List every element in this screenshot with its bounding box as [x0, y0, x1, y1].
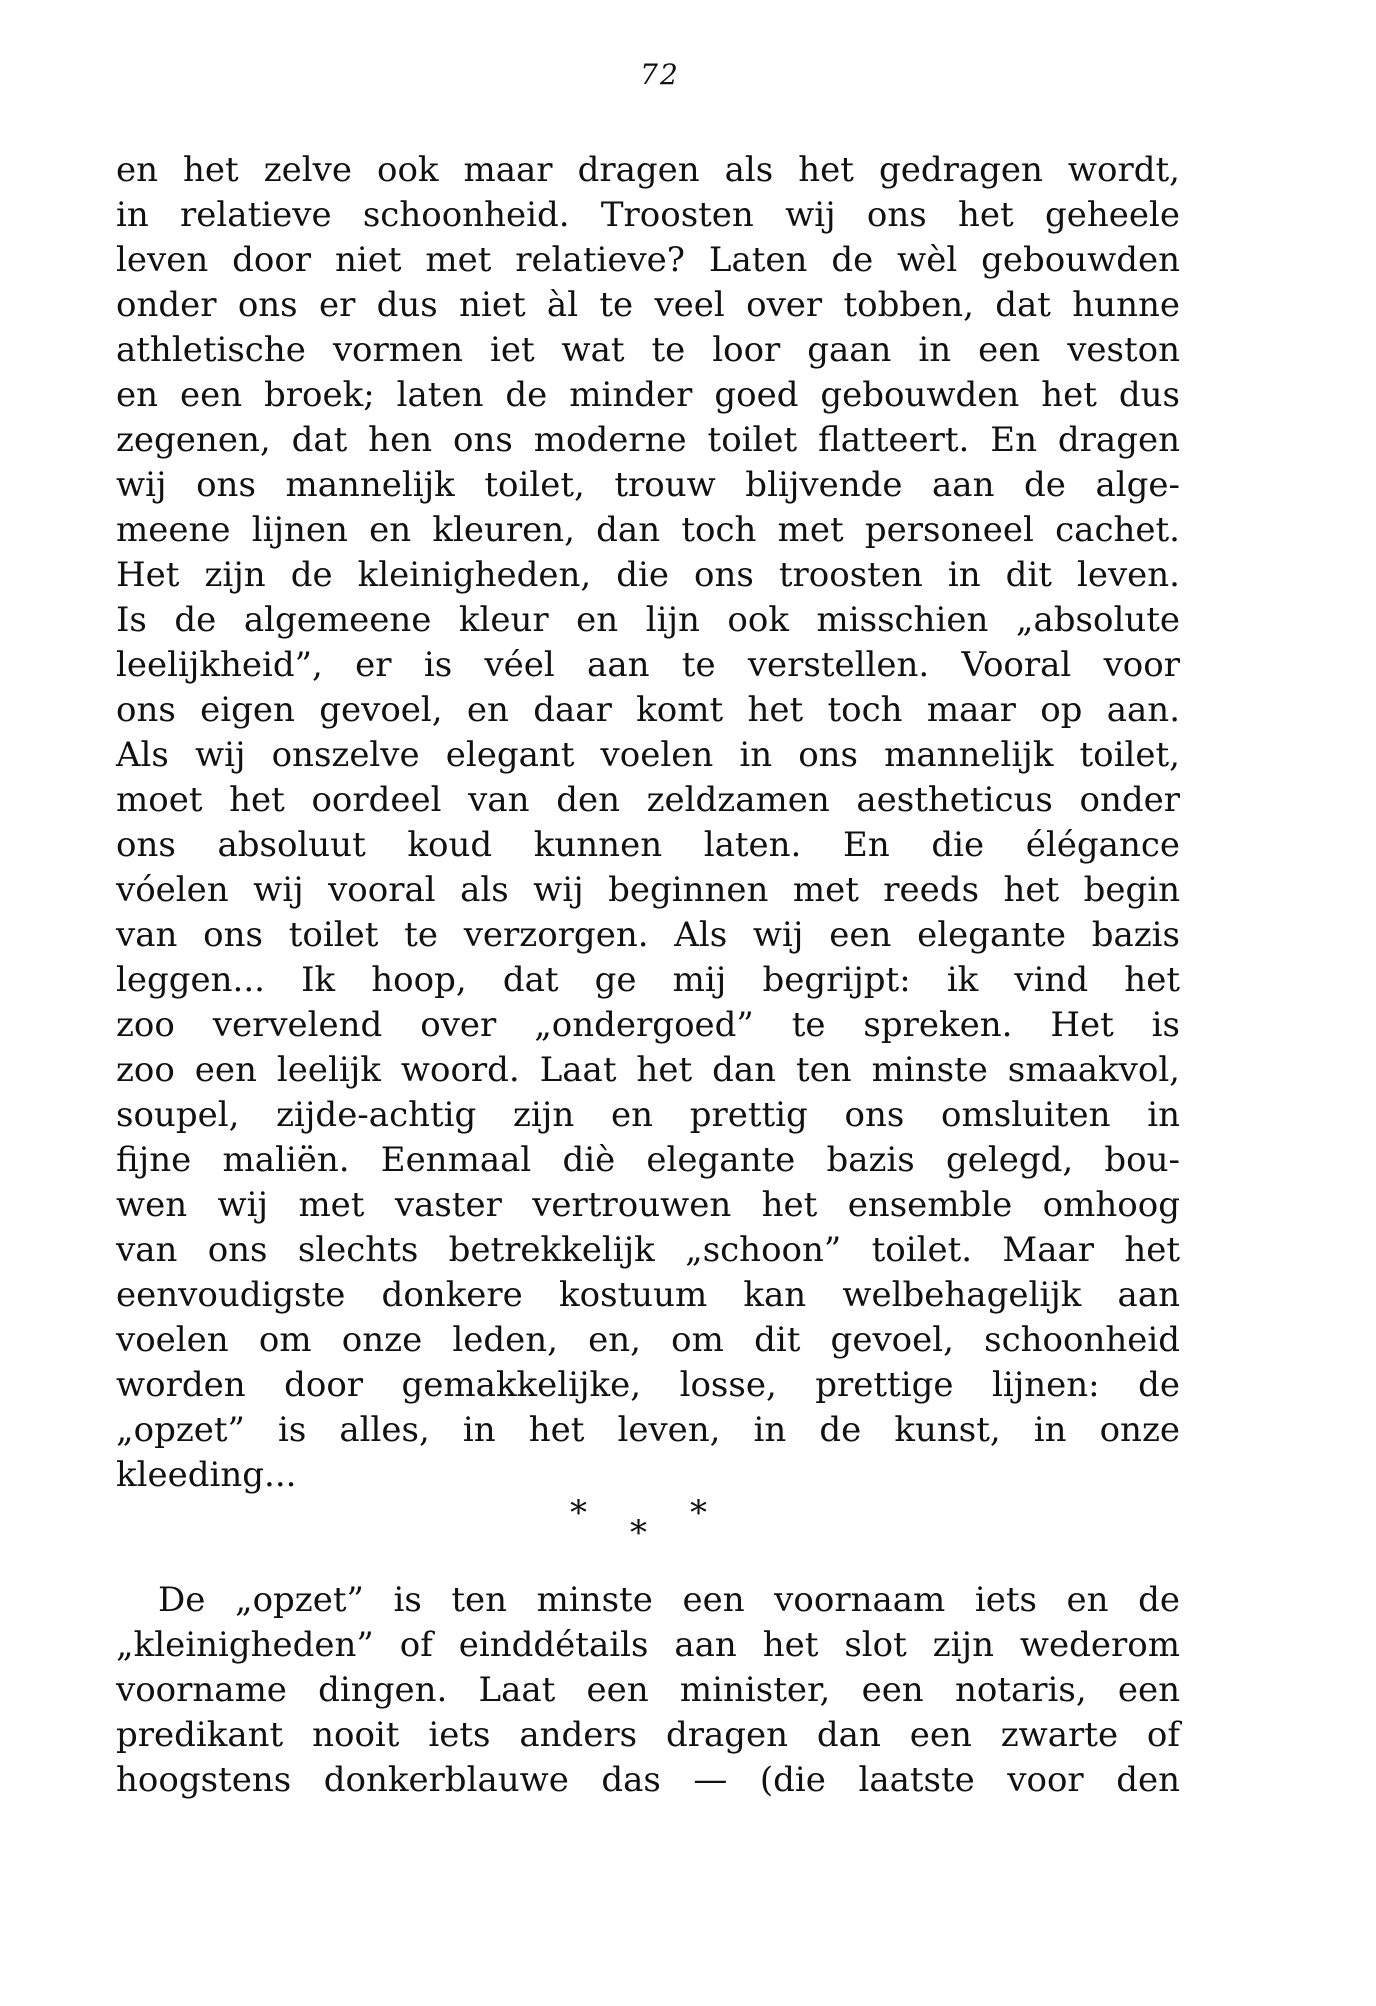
text-line: soupel, zijde-achtig zijn en prettig ons omsluiten in — [116, 1095, 1180, 1135]
text-line: hoogstens donkerblauwe das — (die laatste voor den — [116, 1760, 1180, 1800]
text-line: en het zelve ook maar dragen als het gedragen wordt, — [116, 150, 1180, 190]
text-line: wij ons mannelijk toilet, trouw blijvende aan de alge- — [116, 465, 1180, 505]
text-line: moet het oordeel van den zeldzamen aestheticus onder — [116, 780, 1180, 820]
asterisk: * — [690, 1493, 707, 1533]
text-line: zoo vervelend over „ondergoed” te spreken. Het is — [116, 1005, 1180, 1045]
text-line: wen wij met vaster vertrouwen het ensemble omhoog — [116, 1185, 1180, 1225]
text-line: ons eigen gevoel, en daar komt het toch maar op aan. — [116, 690, 1180, 730]
asterisk: * — [570, 1493, 587, 1533]
text-line: onder ons er dus niet àl te veel over tobben, dat hunne — [116, 285, 1180, 325]
text-line: Het zijn de kleinigheden, die ons troosten in dit leven. — [116, 555, 1180, 595]
text-line: zegenen, dat hen ons moderne toilet flatteert. En dragen — [116, 420, 1180, 460]
section-separator — [560, 1493, 720, 1556]
text-line: leven door niet met relatieve? Laten de wèl gebouwden — [116, 240, 1180, 280]
asterisk: * — [630, 1513, 647, 1553]
paragraph-1 — [116, 148, 1180, 1498]
text-line: meene lijnen en kleuren, dan toch met personeel cachet. — [116, 510, 1180, 550]
text-line: De „opzet” is ten minste een voornaam iets en de — [158, 1580, 1180, 1620]
text-line: Als wij onszelve elegant voelen in ons mannelijk toilet, — [116, 735, 1180, 775]
text-line: „opzet” is alles, in het leven, in de kunst, in onze — [116, 1410, 1180, 1450]
text-line: leggen... Ik hoop, dat ge mij begrijpt: ik vind het — [116, 960, 1180, 1000]
text-line: worden door gemakkelijke, losse, prettige lijnen: de — [116, 1365, 1180, 1405]
page-number: 72 — [640, 58, 680, 91]
text-line: voorname dingen. Laat een minister, een notaris, een — [116, 1670, 1180, 1710]
text-line: fijne maliën. Eenmaal diè elegante bazis gelegd, bou- — [116, 1140, 1180, 1180]
text-line: zoo een leelijk woord. Laat het dan ten minste smaakvol, — [116, 1050, 1180, 1090]
text-line: Is de algemeene kleur en lijn ook misschien „absolute — [116, 600, 1180, 640]
text-line: in relatieve schoonheid. Troosten wij ons het geheele — [116, 195, 1180, 235]
text-line: „kleinigheden” of einddétails aan het slot zijn wederom — [116, 1625, 1180, 1665]
text-line: van ons slechts betrekkelijk „schoon” toilet. Maar het — [116, 1230, 1180, 1270]
text-line: van ons toilet te verzorgen. Als wij een elegante bazis — [116, 915, 1180, 955]
text-line: vóelen wij vooral als wij beginnen met reeds het begin — [116, 870, 1180, 910]
text-line: athletische vormen iet wat te loor gaan in een veston — [116, 330, 1180, 370]
text-line: kleeding... — [116, 1455, 297, 1495]
text-line: voelen om onze leden, en, om dit gevoel, schoonheid — [116, 1320, 1180, 1360]
paragraph-2 — [116, 1578, 1180, 1803]
text-line: en een broek; laten de minder goed gebouwden het dus — [116, 375, 1180, 415]
text-line: ons absoluut koud kunnen laten. En die élégance — [116, 825, 1180, 865]
text-line: eenvoudigste donkere kostuum kan welbehagelijk aan — [116, 1275, 1180, 1315]
text-line: leelijkheid”, er is véel aan te verstellen. Vooral voor — [116, 645, 1180, 685]
text-line: predikant nooit iets anders dragen dan een zwarte of — [116, 1715, 1180, 1755]
